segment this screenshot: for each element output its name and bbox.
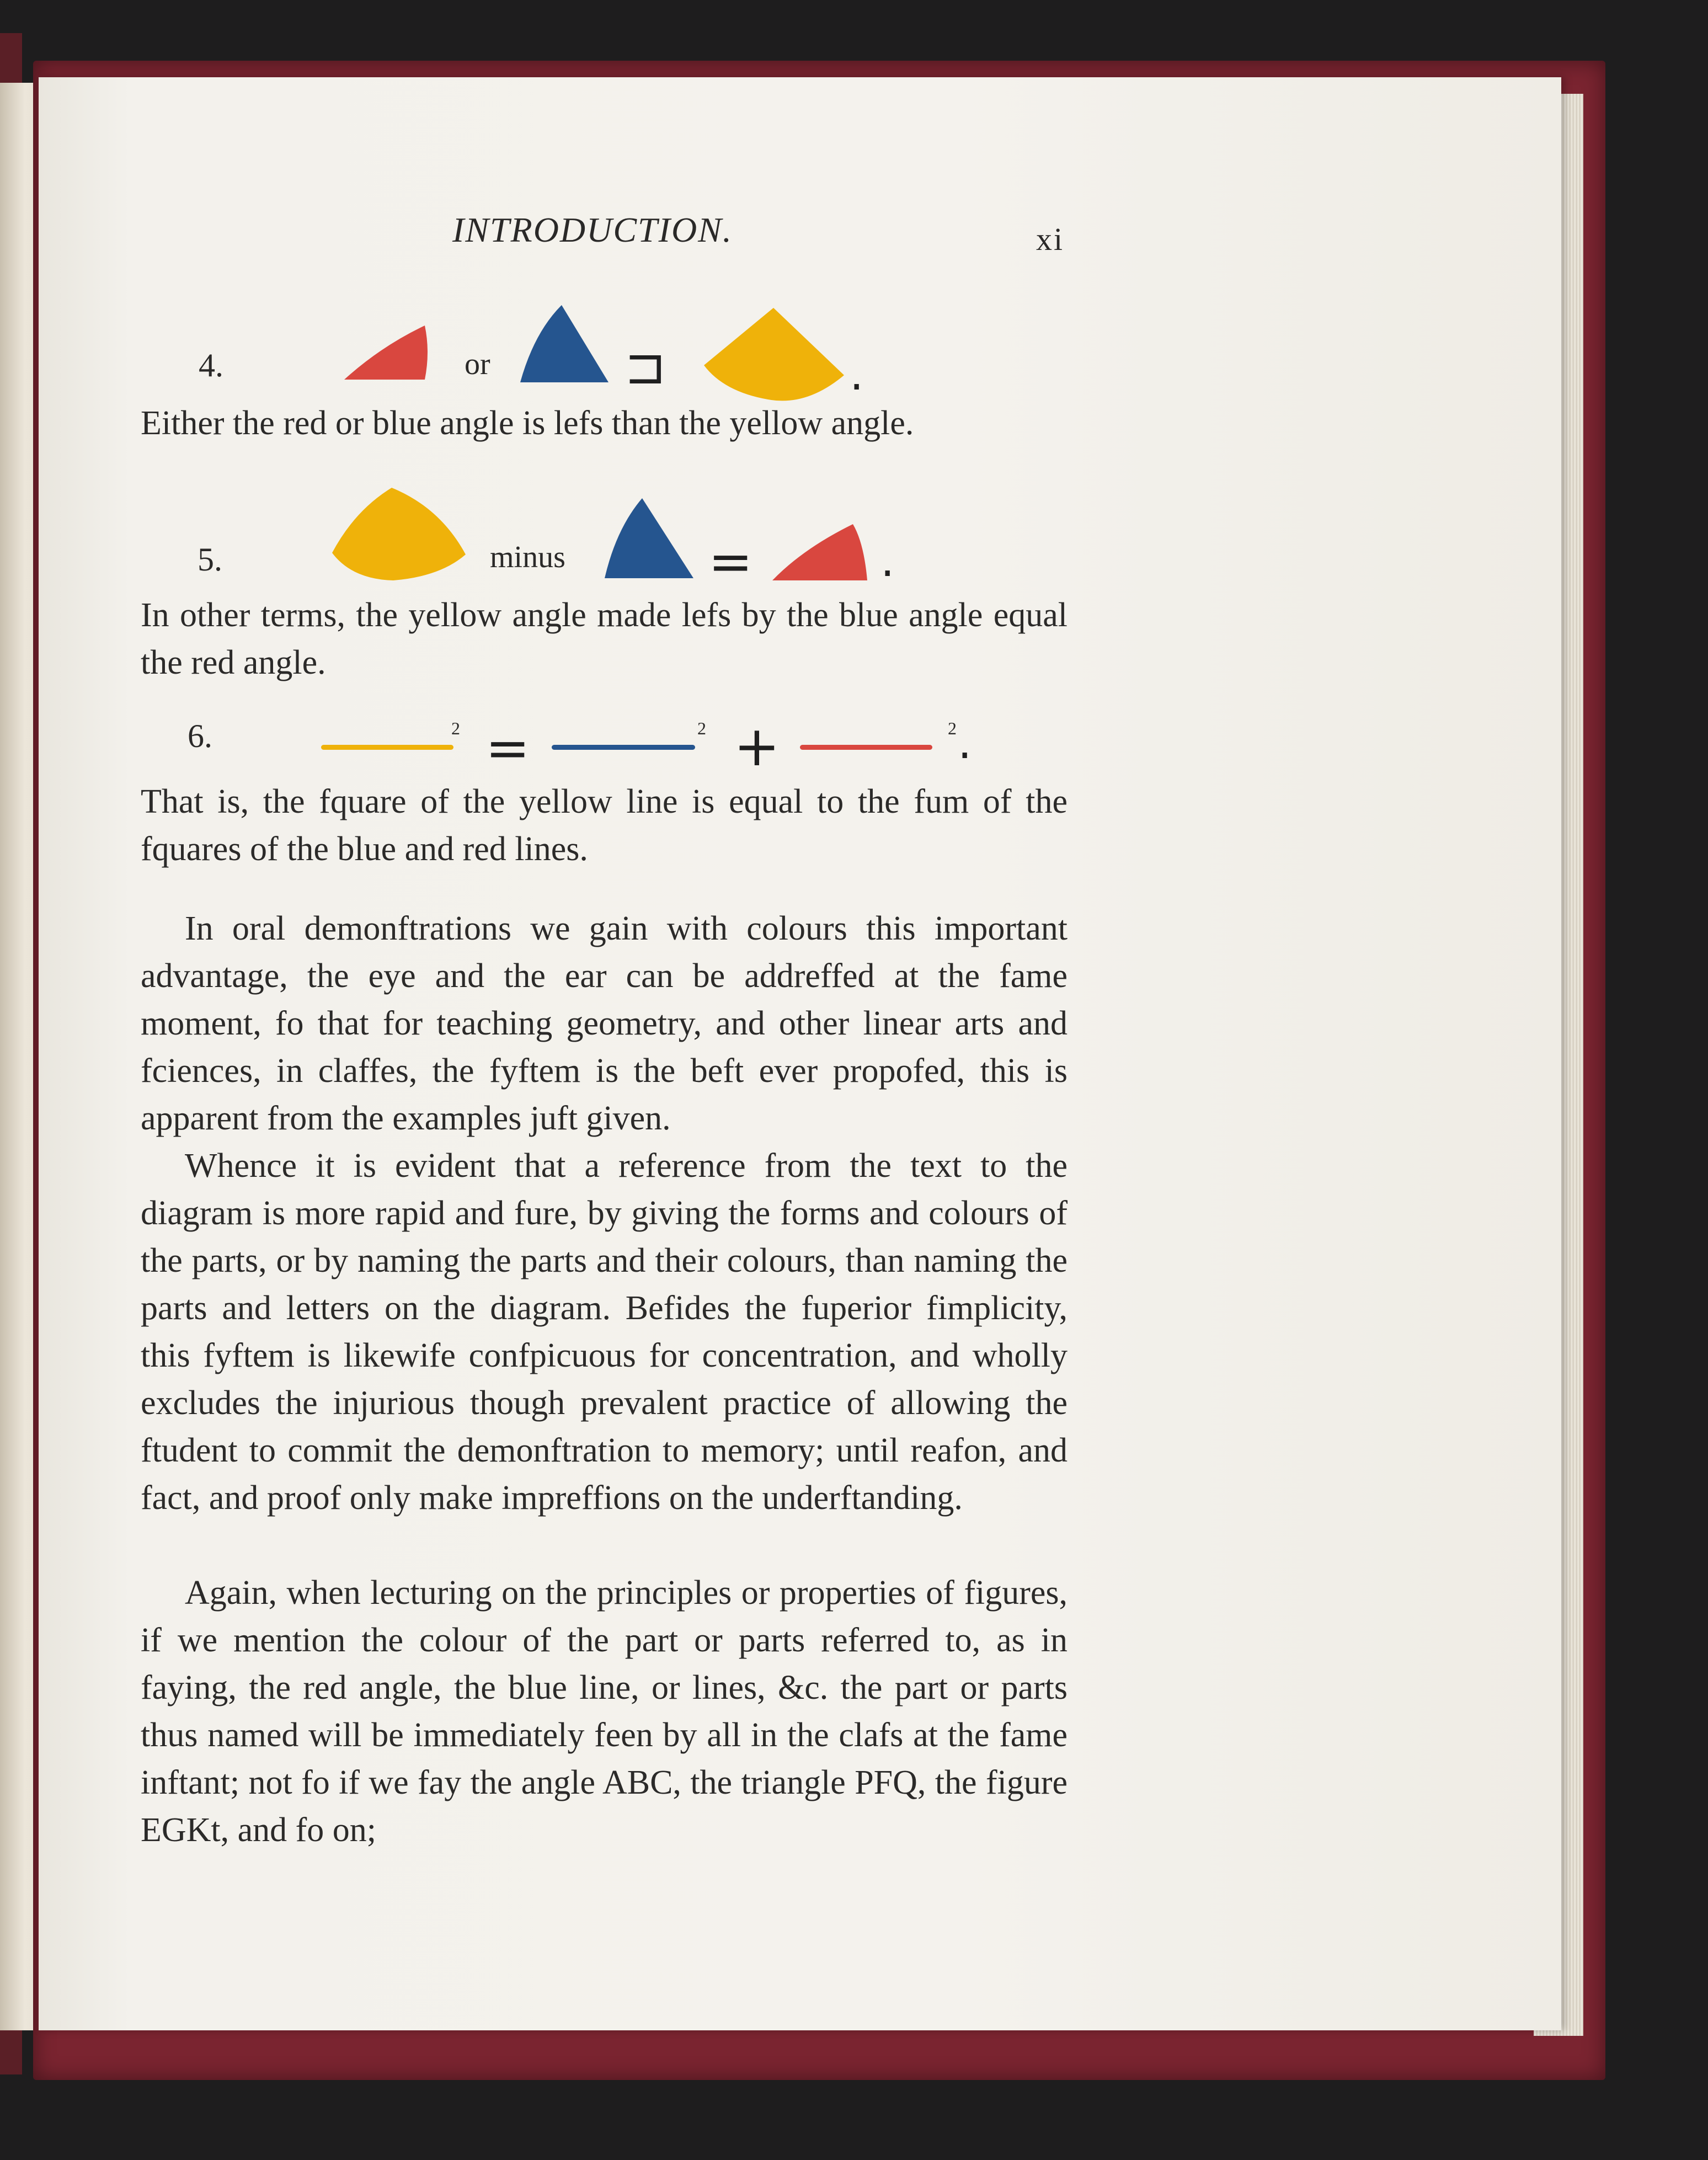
example-4-number: 4. xyxy=(199,347,223,383)
blue-angle-shape xyxy=(602,495,696,581)
exponent: 2 xyxy=(948,718,957,738)
exponent: 2 xyxy=(451,718,460,738)
yellow-line xyxy=(321,745,453,750)
blue-line xyxy=(552,745,695,750)
paragraph-oral-demonstrations: In oral demonftrations we gain with colours this important advantage, the eye and the ear can be addreffed at the fame moment, fo that for teaching geometry, and other linear arts and fciences, in claffes, the fyftem is the beft ever propofed, this is apparent from the examples juft given. xyxy=(141,910,1068,1137)
example-5-connector: minus xyxy=(490,540,565,574)
example-6-number: 6. xyxy=(188,718,212,754)
equals-sign: = xyxy=(485,717,530,779)
yellow-angle-shape xyxy=(702,305,845,404)
example-4-caption: Either the red or blue angle is lefs than the yellow angle. xyxy=(141,404,914,442)
example-4-connector: or xyxy=(465,347,490,381)
blue-angle-shape xyxy=(517,302,611,385)
plus-sign: + xyxy=(734,714,780,778)
yellow-angle-shape xyxy=(330,486,468,582)
paragraph-lecturing: Again, when lecturing on the principles or properties of figures, if we mention the colour of the part or parts referred to, as in faying, the red angle, the blue line, or lines, &c. the part or parts thus named will be immediately feen by all in the clafs at the fame inftant; not fo if we fay the angle ABC, the triangle PFQ, the figure EGKt, and fo on; xyxy=(141,1574,1068,1849)
red-line xyxy=(800,745,932,750)
example-5-number: 5. xyxy=(198,541,222,578)
page-number: xi xyxy=(1036,221,1065,257)
example-5-end-mark: . xyxy=(880,535,895,586)
example-4-relation-symbol: ⊐ xyxy=(625,338,666,396)
red-angle-shape xyxy=(342,324,436,382)
example-5-caption: In other terms, the yellow angle made lefs by the blue angle equal the red angle. xyxy=(141,596,1068,681)
exponent: 2 xyxy=(697,718,706,738)
running-head: INTRODUCTION. xyxy=(452,210,733,249)
paragraph-reference-diagram: Whence it is evident that a reference from the text to the diagram is more rapid and fure, by giving the forms and colours of the parts, or by naming the parts and their colours, than naming the parts and letters on the diagram. Befides the fuperior fimplicity, this fyftem is likewife confpicuous for concentration, and wholly excludes the injurious though prevalent practice of allowing the ftudent to commit the demonftration to memory; until reafon, and fact, and proof only make impreffions on the underftanding. xyxy=(141,1147,1068,1517)
red-angle-shape xyxy=(770,521,869,583)
example-6-caption: That is, the fquare of the yellow line is equal to the fum of the fquares of the blue and red lines. xyxy=(141,783,1068,868)
example-5-relation-symbol: = xyxy=(708,531,753,593)
example-6-end-mark: . xyxy=(958,717,972,769)
example-4-end-mark: . xyxy=(850,349,864,400)
